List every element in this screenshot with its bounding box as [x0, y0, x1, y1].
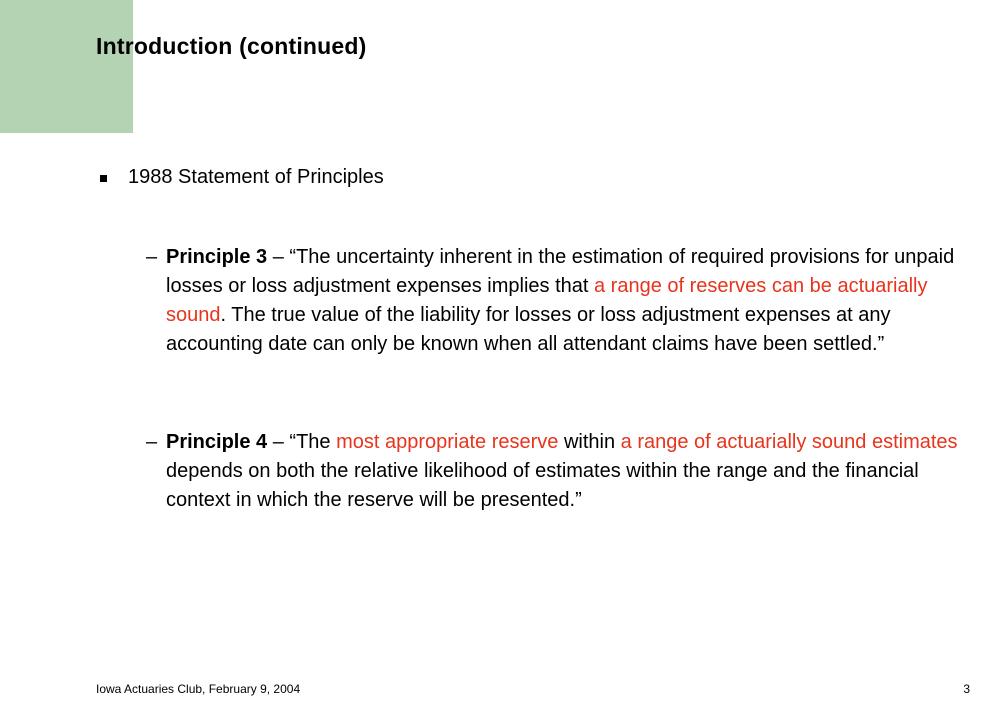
dash-marker: – [146, 431, 158, 453]
principle-3-label: Principle 3 [166, 246, 268, 268]
principle-4-label: Principle 4 [166, 431, 268, 453]
principle-3-quote-part-1: “The uncertainty inherent in the estimation of required provisions for unpaid losses or loss adjustment expenses implies that [166, 246, 955, 297]
principle-4-quote-part-3: depends on both the relative likelihood of estimates within the range and the financial context in which the reserve will be presented.” [166, 460, 919, 511]
principle-3-separator: – [267, 246, 290, 268]
bullet-text: 1988 Statement of Principles [128, 166, 384, 188]
principle-4-highlight-1: most appropriate reserve [336, 431, 559, 453]
principle-3-text [166, 243, 966, 359]
principle-4-separator: – [267, 431, 290, 453]
slide-title: Introduction (continued) [96, 33, 367, 59]
principle-4-quote-part-1: “The [289, 431, 337, 453]
principle-3-item [146, 243, 966, 359]
accent-block [0, 0, 133, 133]
principle-4-quote-part-2: within [558, 431, 621, 453]
footer-text: Iowa Actuaries Club, February 9, 2004 [96, 682, 301, 696]
principle-4-item [146, 428, 966, 515]
principle-4-highlight-2: a range of actuarially sound estimates [620, 431, 958, 453]
principle-3-highlight: a range of reserves can be actuarially sound [166, 275, 928, 326]
principle-4-text [166, 428, 966, 515]
page-number: 3 [963, 682, 970, 696]
dash-marker: – [146, 246, 158, 268]
square-bullet-icon [100, 175, 107, 182]
principle-3-quote-part-2: . The true value of the liability for losses or loss adjustment expenses at any accounting date can only be known when all attendant claims have been settled.” [166, 304, 891, 355]
